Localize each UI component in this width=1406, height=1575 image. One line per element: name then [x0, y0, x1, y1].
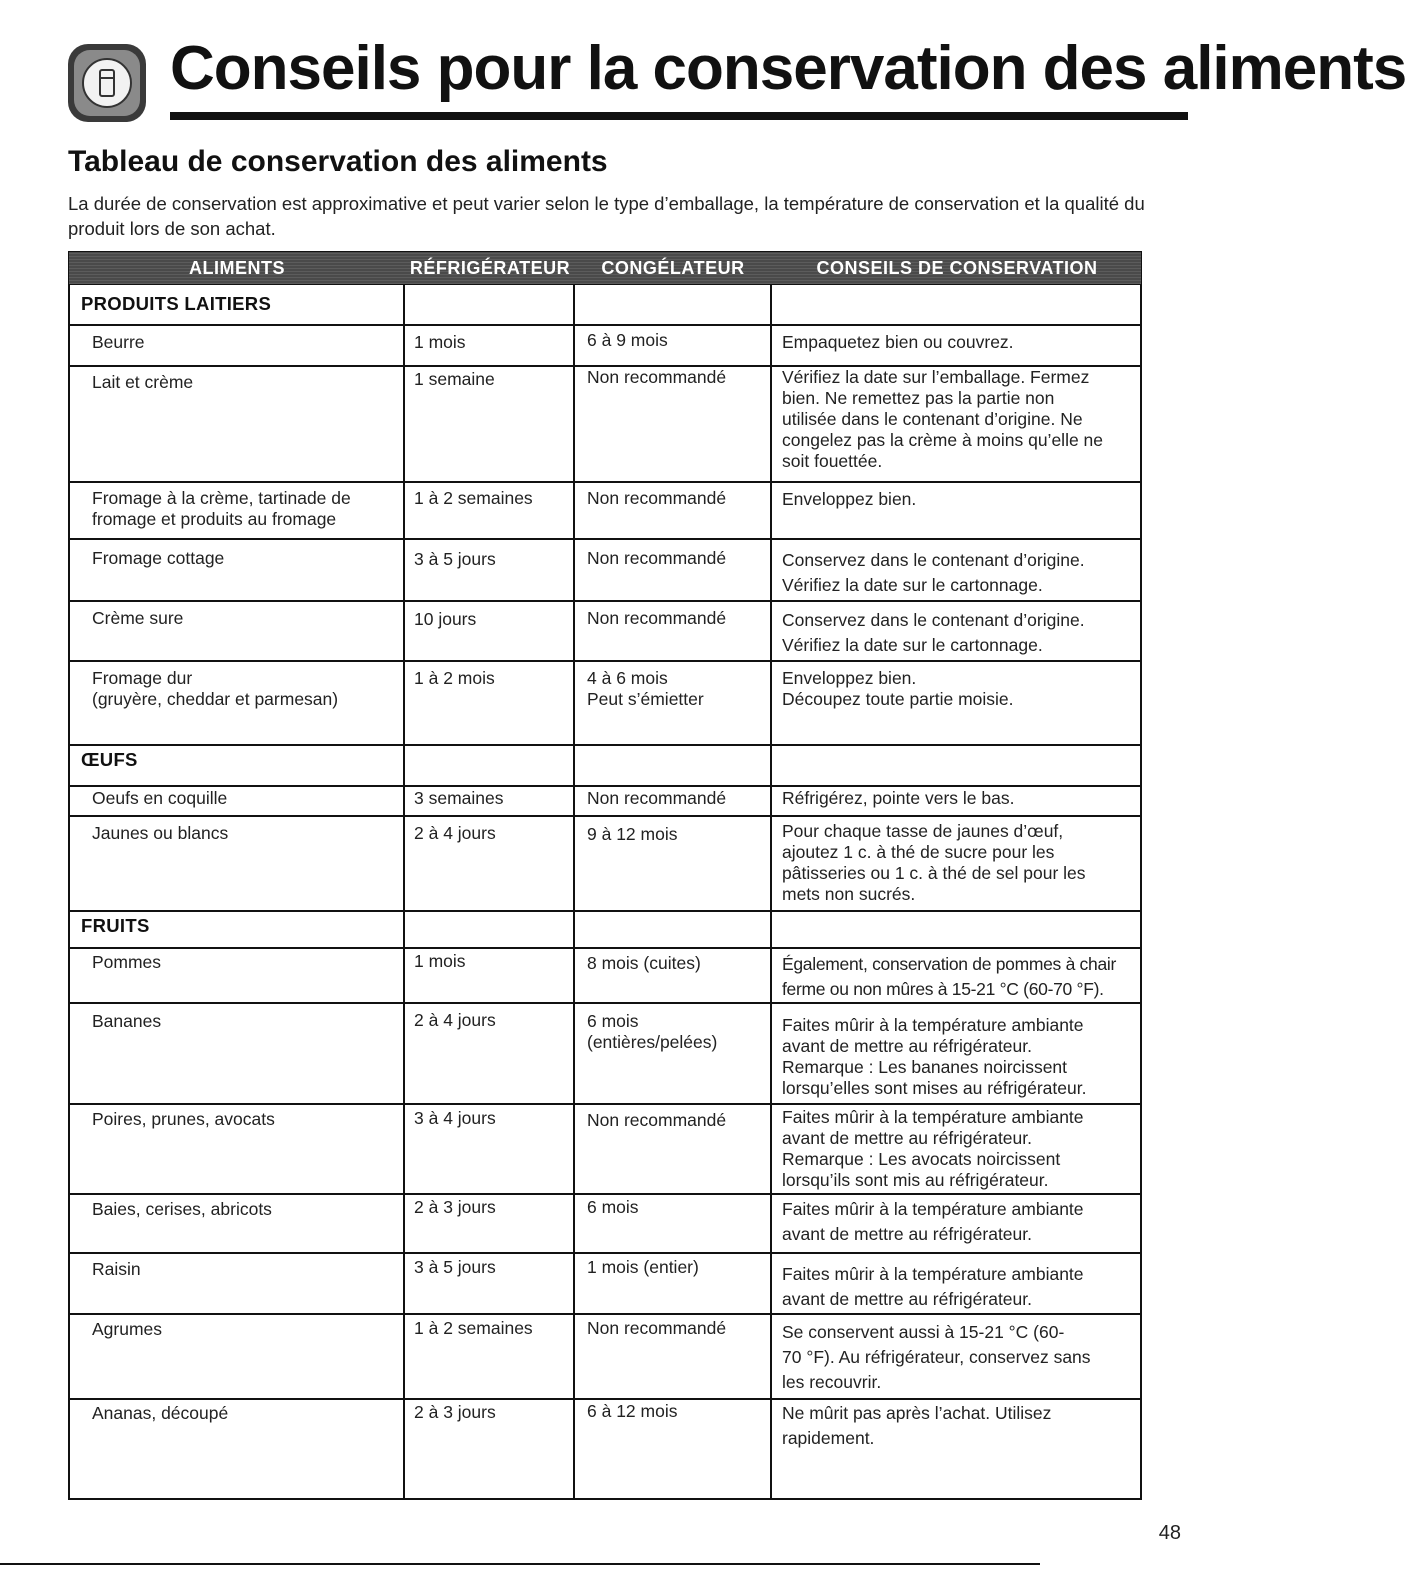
food-storage-table	[68, 284, 1142, 1500]
tips-cell	[782, 332, 1014, 353]
tips-line: Vérifiez la date sur l’emballage. Fermez	[782, 367, 1090, 387]
tips-cell	[782, 821, 1086, 905]
fridge-cell	[414, 609, 476, 630]
fridge-cell	[414, 788, 504, 809]
tips-line: mets non sucrés.	[782, 884, 916, 904]
food-line: Raisin	[92, 1259, 141, 1279]
fridge-line: 1 mois	[414, 332, 466, 352]
tips-line: Empaquetez bien ou couvrez.	[782, 332, 1014, 352]
tips-line: avant de mettre au réfrigérateur.	[782, 1289, 1032, 1309]
food-cell	[92, 488, 351, 530]
fridge-cell	[414, 668, 495, 689]
tips-line: ajoutez 1 c. à thé de sucre pour les	[782, 842, 1055, 862]
tips-line: Pour chaque tasse de jaunes d’œuf,	[782, 821, 1064, 841]
fridge-cell	[414, 332, 466, 353]
tips-cell	[782, 1262, 1084, 1312]
column-header-conseils: CONSEILS DE CONSERVATION	[816, 258, 1098, 278]
tips-cell	[782, 1320, 1091, 1395]
food-cell	[92, 548, 224, 569]
tips-line: Faites mûrir à la température ambiante	[782, 1015, 1084, 1035]
column-header-congelateur: CONGÉLATEUR	[601, 258, 745, 278]
food-line: fromage et produits au fromage	[92, 509, 337, 529]
food-cell	[92, 1011, 161, 1032]
freezer-line: 6 mois	[587, 1011, 639, 1031]
tips-line: Vérifiez la date sur le cartonnage.	[782, 635, 1043, 655]
fridge-cell	[414, 1257, 496, 1278]
tips-line: avant de mettre au réfrigérateur.	[782, 1224, 1032, 1244]
tips-line: congelez pas la crème à moins qu’elle ne	[782, 430, 1104, 450]
tips-line: Faites mûrir à la température ambiante	[782, 1107, 1084, 1127]
food-line: Agrumes	[92, 1319, 163, 1339]
table-header	[68, 251, 1142, 285]
page-title: Conseils pour la conservation des aliments	[170, 34, 1406, 103]
tips-line: lorsqu’ils sont mis au réfrigérateur.	[782, 1170, 1049, 1190]
food-cell	[92, 1109, 275, 1130]
food-line: Fromage cottage	[92, 548, 225, 568]
tips-line: Remarque : Les avocats noircissent	[782, 1149, 1061, 1169]
freezer-cell	[587, 1011, 717, 1053]
tips-line: Se conservent aussi à 15-21 °C (60-	[782, 1322, 1065, 1342]
tips-line: soit fouettée.	[782, 451, 883, 471]
fridge-cell	[414, 1402, 496, 1423]
food-line: Bananes	[92, 1011, 162, 1031]
freezer-line: 4 à 6 mois	[587, 668, 668, 688]
fridge-line: 1 à 2 semaines	[414, 488, 533, 508]
freezer-cell	[587, 1318, 726, 1339]
freezer-line: 6 à 9 mois	[587, 330, 668, 350]
freezer-cell	[587, 548, 726, 569]
food-cell	[92, 1259, 141, 1280]
freezer-line: (entières/pelées)	[587, 1032, 718, 1052]
freezer-cell	[587, 1197, 639, 1218]
title-underline	[170, 112, 1188, 120]
fridge-cell	[414, 1010, 496, 1031]
fridge-cell	[414, 1318, 533, 1339]
tips-cell	[782, 788, 1014, 809]
tips-line: bien. Ne remettez pas la partie non	[782, 388, 1055, 408]
freezer-line: Non recommandé	[587, 788, 727, 808]
food-line: Jaunes ou blancs	[92, 823, 229, 843]
freezer-cell	[587, 1257, 699, 1278]
fridge-line: 10 jours	[414, 609, 477, 629]
fridge-line: 2 à 4 jours	[414, 1010, 496, 1030]
food-cell	[92, 952, 161, 973]
tips-line: lorsqu’elles sont mises au réfrigérateur.	[782, 1078, 1087, 1098]
fridge-cell	[414, 823, 496, 844]
tips-line: ferme ou non mûres à 15-21 °C (60-70 °F).	[782, 979, 1104, 999]
bottom-rule	[0, 1563, 1040, 1565]
freezer-line: Non recommandé	[587, 1318, 727, 1338]
fridge-line: 3 à 4 jours	[414, 1108, 496, 1128]
intro-paragraph: La durée de conservation est approximative et peut varier selon le type d’emballage, la température de conservation et la qualité du produit lors de son achat.	[68, 193, 1145, 239]
food-cell	[92, 372, 193, 393]
tips-line: Remarque : Les bananes noircissent	[782, 1057, 1068, 1077]
freezer-cell	[587, 1401, 677, 1422]
tips-cell	[782, 1015, 1086, 1099]
freezer-cell	[587, 824, 677, 845]
fridge-cell	[414, 951, 466, 972]
freezer-cell	[587, 608, 726, 629]
tips-line: Conservez dans le contenant d’origine.	[782, 550, 1085, 570]
tips-cell	[782, 668, 1014, 710]
tips-line: Découpez toute partie moisie.	[782, 689, 1014, 709]
food-cell	[92, 823, 228, 844]
fridge-line: 1 mois	[414, 951, 466, 971]
food-cell	[92, 1403, 228, 1424]
freezer-line: Non recommandé	[587, 548, 727, 568]
freezer-line: 6 à 12 mois	[587, 1401, 678, 1421]
freezer-line: 1 mois (entier)	[587, 1257, 699, 1277]
food-line: Beurre	[92, 332, 145, 352]
refrigerator-badge-icon	[66, 42, 148, 124]
tips-cell	[782, 367, 1103, 472]
tips-line: rapidement.	[782, 1428, 875, 1448]
tips-line: Également, conservation de pommes à chair	[782, 954, 1116, 974]
tips-cell	[782, 952, 1116, 1002]
tips-line: 70 °F). Au réfrigérateur, conservez sans	[782, 1347, 1091, 1367]
tips-line: les recouvrir.	[782, 1372, 882, 1392]
food-cell	[92, 1199, 272, 1220]
category-oeufs: ŒUFS	[81, 749, 138, 770]
freezer-cell	[587, 788, 726, 809]
tips-line: Enveloppez bien.	[782, 489, 917, 509]
fridge-line: 1 à 2 mois	[414, 668, 495, 688]
food-cell	[92, 332, 145, 353]
food-line: Poires, prunes, avocats	[92, 1109, 275, 1129]
fridge-cell	[414, 1197, 496, 1218]
fridge-line: 3 à 5 jours	[414, 1257, 496, 1277]
tips-cell	[782, 1197, 1084, 1247]
freezer-line: 6 mois	[587, 1197, 639, 1217]
fridge-cell	[414, 488, 533, 509]
freezer-line: Non recommandé	[587, 1110, 727, 1130]
fridge-line: 1 semaine	[414, 369, 495, 389]
fridge-line: 3 semaines	[414, 788, 504, 808]
fridge-line: 2 à 4 jours	[414, 823, 496, 843]
tips-line: avant de mettre au réfrigérateur.	[782, 1036, 1032, 1056]
tips-line: Vérifiez la date sur le cartonnage.	[782, 575, 1043, 595]
freezer-cell	[587, 330, 668, 351]
tips-cell	[782, 608, 1085, 658]
food-cell	[92, 668, 338, 710]
tips-cell	[782, 1107, 1084, 1191]
freezer-line: Non recommandé	[587, 367, 727, 387]
section-title: Tableau de conservation des aliments	[68, 145, 608, 178]
food-line: Pommes	[92, 952, 162, 972]
tips-cell	[782, 548, 1085, 598]
food-cell	[92, 608, 183, 629]
food-line: Oeufs en coquille	[92, 788, 228, 808]
food-line: (gruyère, cheddar et parmesan)	[92, 689, 339, 709]
tips-line: pâtisseries ou 1 c. à thé de sel pour les	[782, 863, 1086, 883]
page-header	[66, 28, 1406, 124]
food-line: Fromage à la crème, tartinade de	[92, 488, 351, 508]
freezer-cell	[587, 367, 726, 388]
food-line: Baies, cerises, abricots	[92, 1199, 272, 1219]
category-fruits: FRUITS	[81, 915, 150, 936]
column-header-aliments: ALIMENTS	[189, 258, 285, 278]
tips-line: Conservez dans le contenant d’origine.	[782, 610, 1085, 630]
fridge-cell	[414, 369, 495, 390]
category-produits-laitiers: PRODUITS LAITIERS	[81, 293, 272, 314]
tips-cell	[782, 1401, 1051, 1451]
freezer-line: 8 mois (cuites)	[587, 953, 701, 973]
tips-line: Réfrigérez, pointe vers le bas.	[782, 788, 1015, 808]
freezer-line: Non recommandé	[587, 608, 727, 628]
freezer-line: 9 à 12 mois	[587, 824, 678, 844]
tips-line: avant de mettre au réfrigérateur.	[782, 1128, 1032, 1148]
tips-line: utilisée dans le contenant d’origine. Ne	[782, 409, 1083, 429]
fridge-line: 3 à 5 jours	[414, 549, 496, 569]
food-cell	[92, 788, 227, 809]
freezer-cell	[587, 953, 701, 974]
fridge-line: 1 à 2 semaines	[414, 1318, 533, 1338]
freezer-line: Peut s’émietter	[587, 689, 704, 709]
column-header-refrigerateur: RÉFRIGÉRATEUR	[409, 258, 571, 278]
page-number: 48	[1158, 1522, 1181, 1544]
food-line: Lait et crème	[92, 372, 194, 392]
freezer-cell	[587, 488, 726, 509]
food-line: Crème sure	[92, 608, 184, 628]
fridge-line: 2 à 3 jours	[414, 1402, 496, 1422]
fridge-line: 2 à 3 jours	[414, 1197, 496, 1217]
tips-line: Faites mûrir à la température ambiante	[782, 1199, 1084, 1219]
tips-cell	[782, 489, 916, 510]
fridge-cell	[414, 549, 496, 570]
tips-line: Enveloppez bien.	[782, 668, 917, 688]
freezer-line: Non recommandé	[587, 488, 727, 508]
tips-line: Faites mûrir à la température ambiante	[782, 1264, 1084, 1284]
freezer-cell	[587, 1110, 726, 1131]
freezer-cell	[587, 668, 704, 710]
food-line: Ananas, découpé	[92, 1403, 229, 1423]
food-line: Fromage dur	[92, 668, 193, 688]
food-cell	[92, 1319, 162, 1340]
fridge-cell	[414, 1108, 496, 1129]
tips-line: Ne mûrit pas après l’achat. Utilisez	[782, 1403, 1052, 1423]
